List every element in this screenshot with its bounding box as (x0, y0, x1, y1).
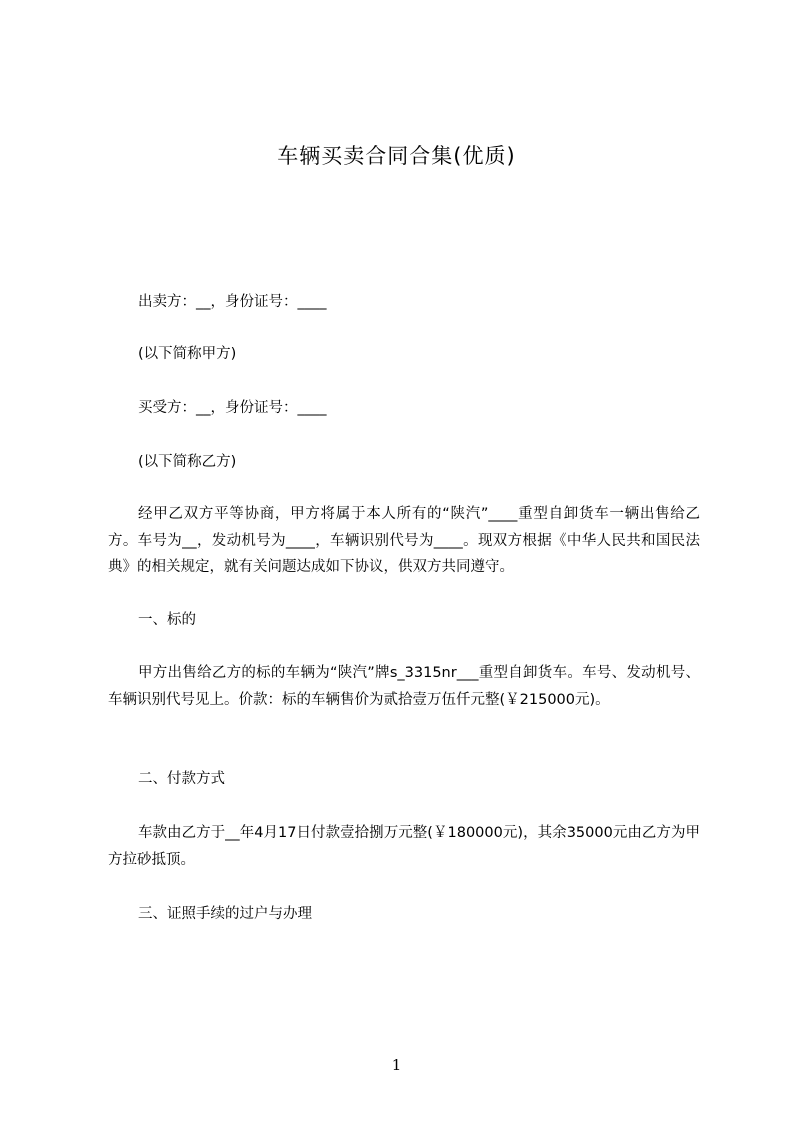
section-heading-transfer: 三、证照手续的过户与办理 (138, 906, 312, 922)
seller-alias: (以下简称甲方) (138, 346, 237, 362)
payment-paragraph: 车款由乙方于__年4月17日付款壹拾捌万元整(￥180000元)，其余35000元由乙方为甲方拉砂抵顶。 (108, 825, 700, 868)
buyer-alias: (以下简称乙方) (138, 454, 237, 470)
section-heading-subject: 一、标的 (138, 612, 196, 628)
document-title: 车辆买卖合同合集(优质) (277, 144, 516, 168)
intro-paragraph: 经甲乙双方平等协商，甲方将属于本人所有的“陕汽”____重型自卸货车一辆出售给乙方。车号为__，发动机号为____，车辆识别代号为____。现双方根据《中华人民共和国民法典》的相关规定，就有关问题达成如下协议，供双方共同遵守。 (108, 506, 700, 575)
page-number: 1 (391, 1056, 402, 1074)
subject-paragraph: 甲方出售给乙方的标的车辆为“陕汽”牌s_3315nr___重型自卸货车。车号、发动机号、车辆识别代号见上。价款：标的车辆售价为贰拾壹万伍仟元整(￥215000元)。 (108, 665, 700, 708)
buyer-line: 买受方：__，身份证号：____ (138, 400, 327, 416)
section-heading-payment: 二、付款方式 (138, 771, 225, 787)
seller-line: 出卖方：__，身份证号：____ (138, 294, 327, 310)
